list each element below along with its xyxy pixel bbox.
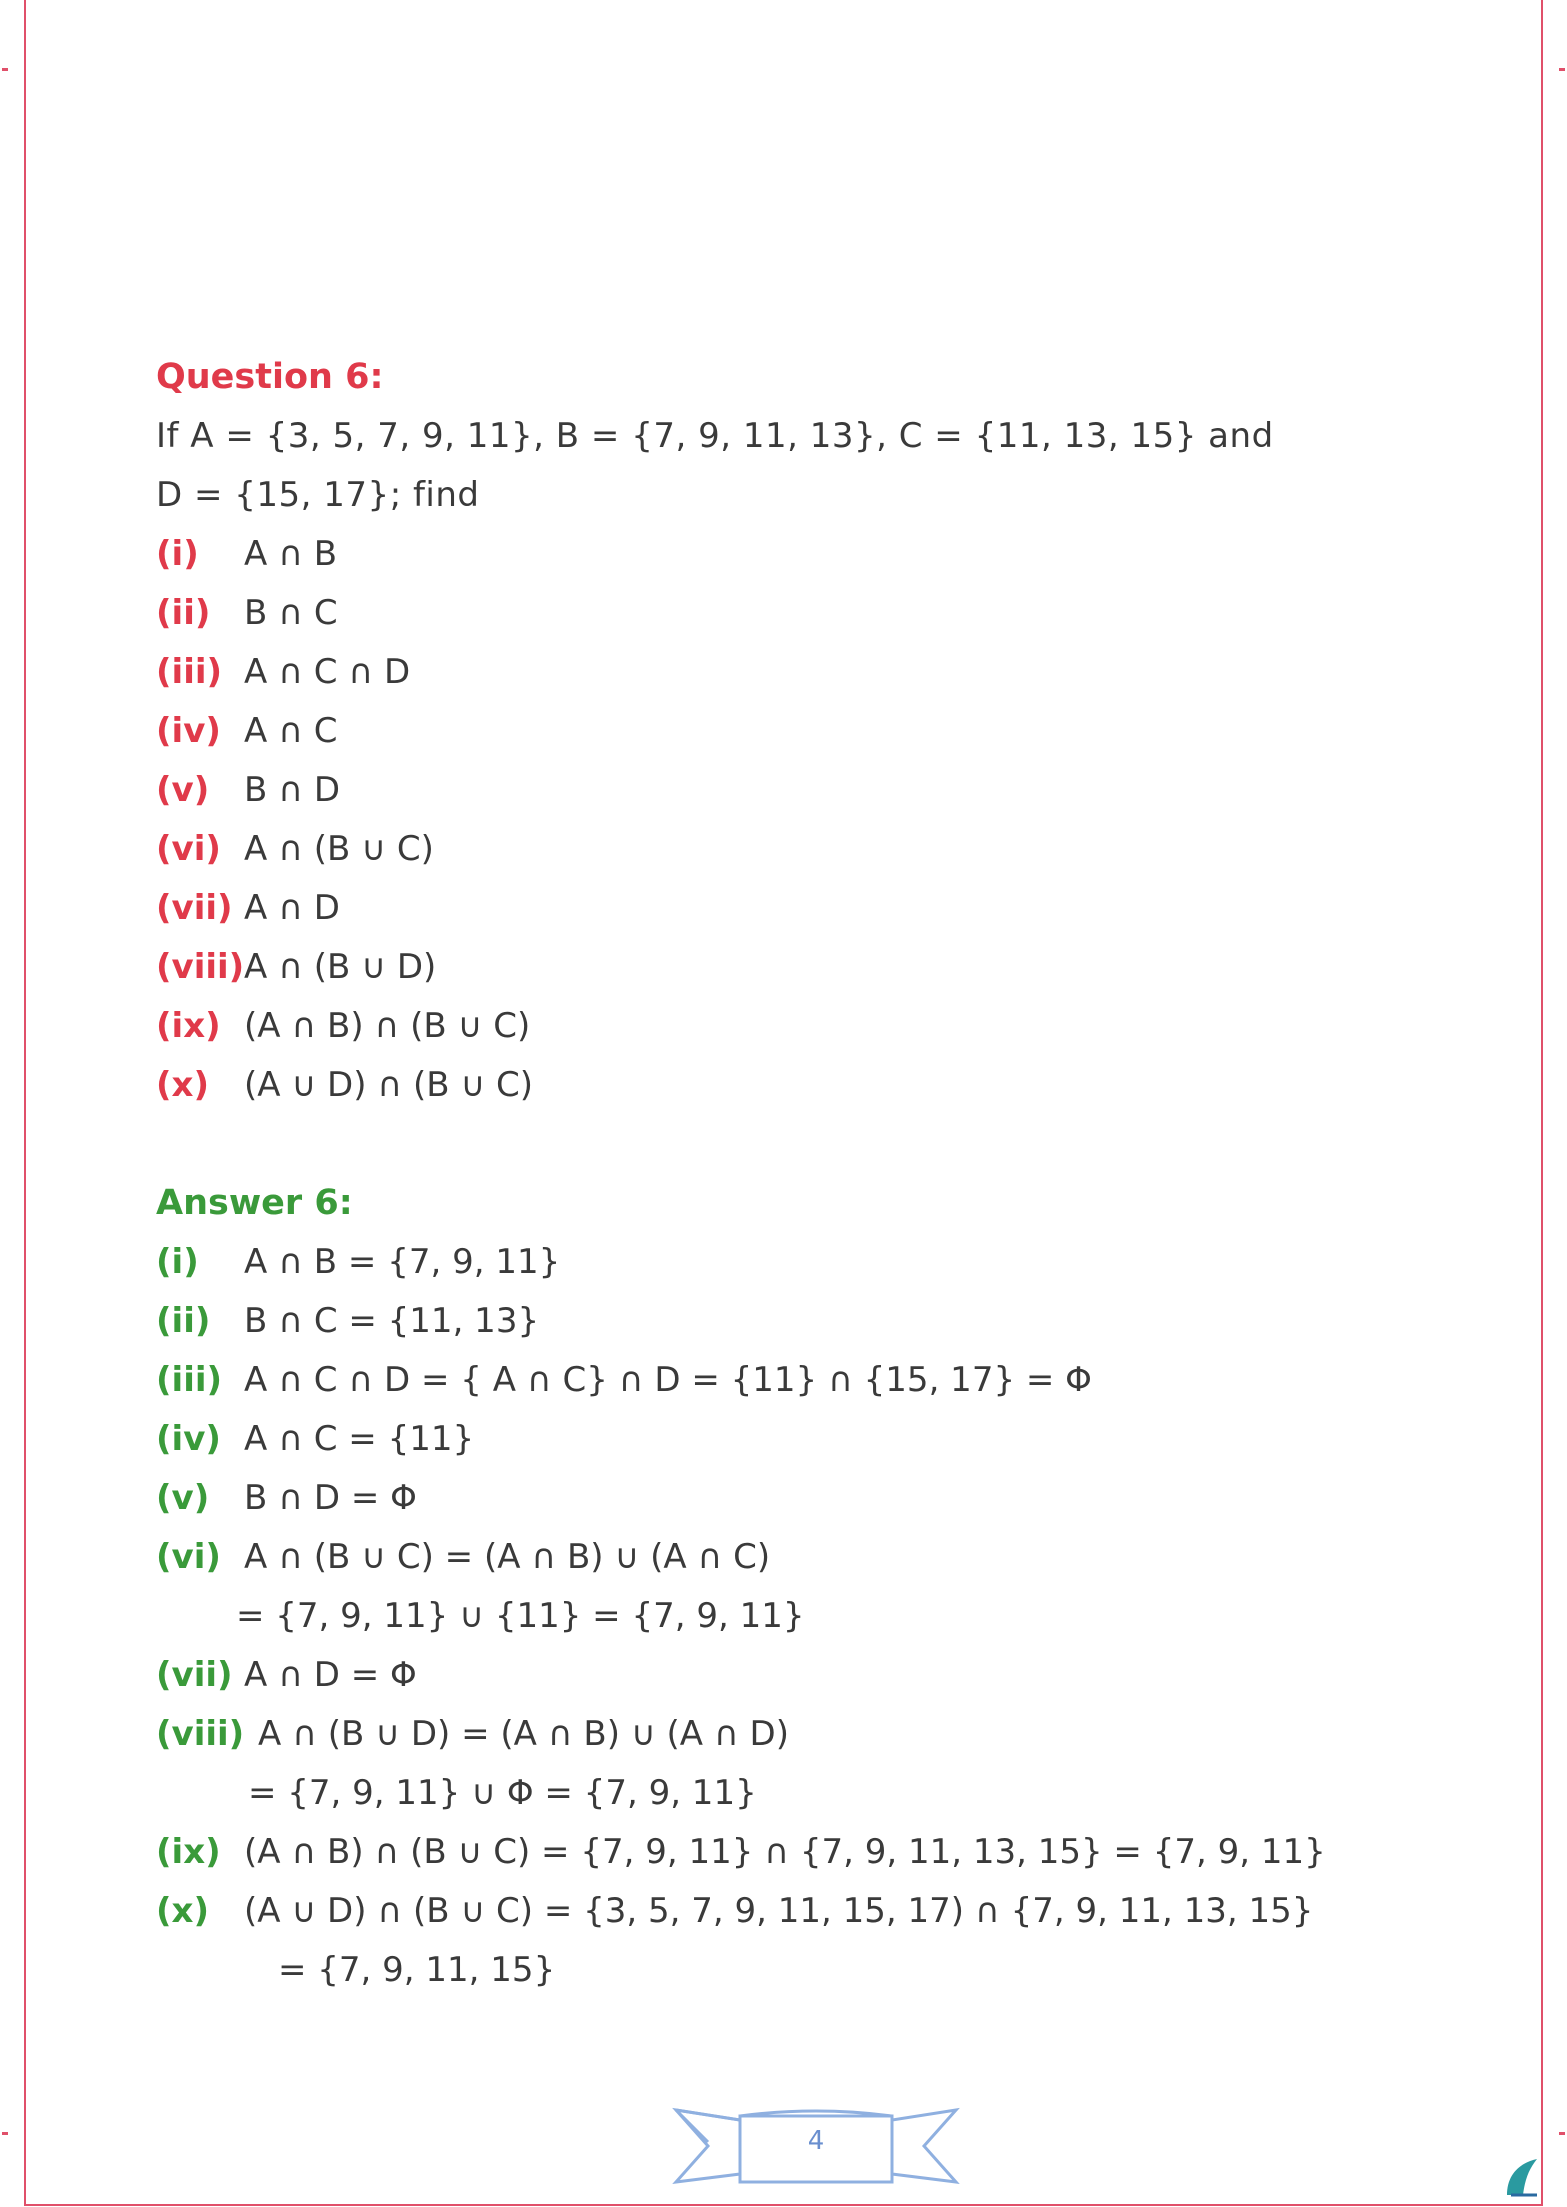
answer-part-label: (vi) — [156, 1537, 221, 1577]
question-part — [156, 879, 1456, 938]
answer-part-label: (iv) — [156, 1419, 221, 1459]
question-intro-line-1: If A = {3, 5, 7, 9, 11}, B = {7, 9, 11, 13}, C = {11, 13, 15} and — [156, 416, 1274, 456]
answer-part — [156, 1410, 1456, 1469]
question-part-label: (vi) — [156, 829, 221, 869]
question-part-label: (v) — [156, 770, 210, 810]
crop-mark — [2, 68, 8, 71]
answer-part-label: (ii) — [156, 1301, 211, 1341]
page-footer — [668, 2102, 964, 2192]
question-part — [156, 1056, 1456, 1115]
answer-part-text: B ∩ D = Φ — [244, 1478, 417, 1518]
answer-part-text: A ∩ C ∩ D = { A ∩ C} ∩ D = {11} ∩ {15, 17} = Φ — [244, 1360, 1092, 1400]
answer-continuation: = {7, 9, 11} ∪ {11} = {7, 9, 11} — [236, 1596, 805, 1636]
answer-part-label: (i) — [156, 1242, 199, 1282]
answer-part-text: (A ∩ B) ∩ (B ∪ C) = {7, 9, 11} ∩ {7, 9, 11, 13, 15} = {7, 9, 11} — [244, 1832, 1326, 1872]
answer-part-text: A ∩ C = {11} — [244, 1419, 475, 1459]
question-heading: Question 6: — [156, 357, 384, 397]
answer-part — [156, 1823, 1456, 1882]
crop-mark — [1559, 68, 1565, 71]
question-part-text: A ∩ D — [244, 888, 340, 928]
answer-part-label: (v) — [156, 1478, 210, 1518]
publisher-logo-icon — [1501, 2155, 1541, 2199]
answer-part-label: (vii) — [156, 1655, 233, 1695]
answer-part — [156, 1292, 1456, 1351]
question-part-text: (A ∪ D) ∩ (B ∪ C) — [244, 1065, 534, 1105]
answer-part — [156, 1528, 1456, 1587]
answer-part-text: B ∩ C = {11, 13} — [244, 1301, 540, 1341]
question-part-label: (viii) — [156, 947, 245, 987]
question-part-text: A ∩ (B ∪ D) — [244, 947, 437, 987]
section-spacer — [156, 1115, 1456, 1174]
question-part-label: (iv) — [156, 711, 221, 751]
question-part-text: B ∩ D — [244, 770, 341, 810]
question-part-text: A ∩ (B ∪ C) — [244, 829, 434, 869]
question-part — [156, 702, 1456, 761]
answer-part-text: A ∩ D = Φ — [244, 1655, 417, 1695]
crop-mark — [1559, 2132, 1565, 2135]
question-part-label: (x) — [156, 1065, 210, 1105]
answer-part — [156, 1233, 1456, 1292]
question-part-text: A ∩ B — [244, 534, 338, 574]
question-part-text: A ∩ C — [244, 711, 338, 751]
answer-continuation: = {7, 9, 11} ∪ Φ = {7, 9, 11} — [248, 1773, 757, 1813]
question-part-label: (vii) — [156, 888, 233, 928]
question-intro-line-2: D = {15, 17}; find — [156, 475, 480, 515]
question-part — [156, 643, 1456, 702]
page-number: 4 — [807, 2126, 825, 2156]
question-part — [156, 820, 1456, 879]
answer-part-text: A ∩ B = {7, 9, 11} — [244, 1242, 561, 1282]
answer-part-text: (A ∪ D) ∩ (B ∪ C) = {3, 5, 7, 9, 11, 15, 17) ∩ {7, 9, 11, 13, 15} — [244, 1891, 1314, 1931]
question-part — [156, 938, 1456, 997]
answer-part-label: (iii) — [156, 1360, 223, 1400]
answer-part-label: (x) — [156, 1891, 210, 1931]
answer-part-text: A ∩ (B ∪ C) = (A ∩ B) ∪ (A ∩ C) — [244, 1537, 771, 1577]
question-part — [156, 525, 1456, 584]
question-part-label: (iii) — [156, 652, 223, 692]
question-part-label: (i) — [156, 534, 199, 574]
question-part — [156, 584, 1456, 643]
question-part-label: (ii) — [156, 593, 211, 633]
answer-heading: Answer 6: — [156, 1183, 353, 1223]
question-part — [156, 761, 1456, 820]
answer-part — [156, 1469, 1456, 1528]
crop-mark — [2, 2132, 8, 2135]
page-content — [156, 348, 1456, 2000]
answer-part — [156, 1646, 1456, 1705]
question-part-text: B ∩ C — [244, 593, 338, 633]
question-part-text: A ∩ C ∩ D — [244, 652, 411, 692]
answer-part — [156, 1705, 1456, 1764]
answer-part — [156, 1882, 1456, 1941]
answer-part-label: (viii) — [156, 1714, 245, 1754]
question-part — [156, 997, 1456, 1056]
question-part-label: (ix) — [156, 1006, 221, 1046]
answer-part — [156, 1351, 1456, 1410]
answer-part-label: (ix) — [156, 1832, 221, 1872]
answer-part-text: A ∩ (B ∪ D) = (A ∩ B) ∪ (A ∩ D) — [258, 1714, 789, 1754]
answer-continuation: = {7, 9, 11, 15} — [278, 1950, 556, 1990]
question-part-text: (A ∩ B) ∩ (B ∪ C) — [244, 1006, 531, 1046]
